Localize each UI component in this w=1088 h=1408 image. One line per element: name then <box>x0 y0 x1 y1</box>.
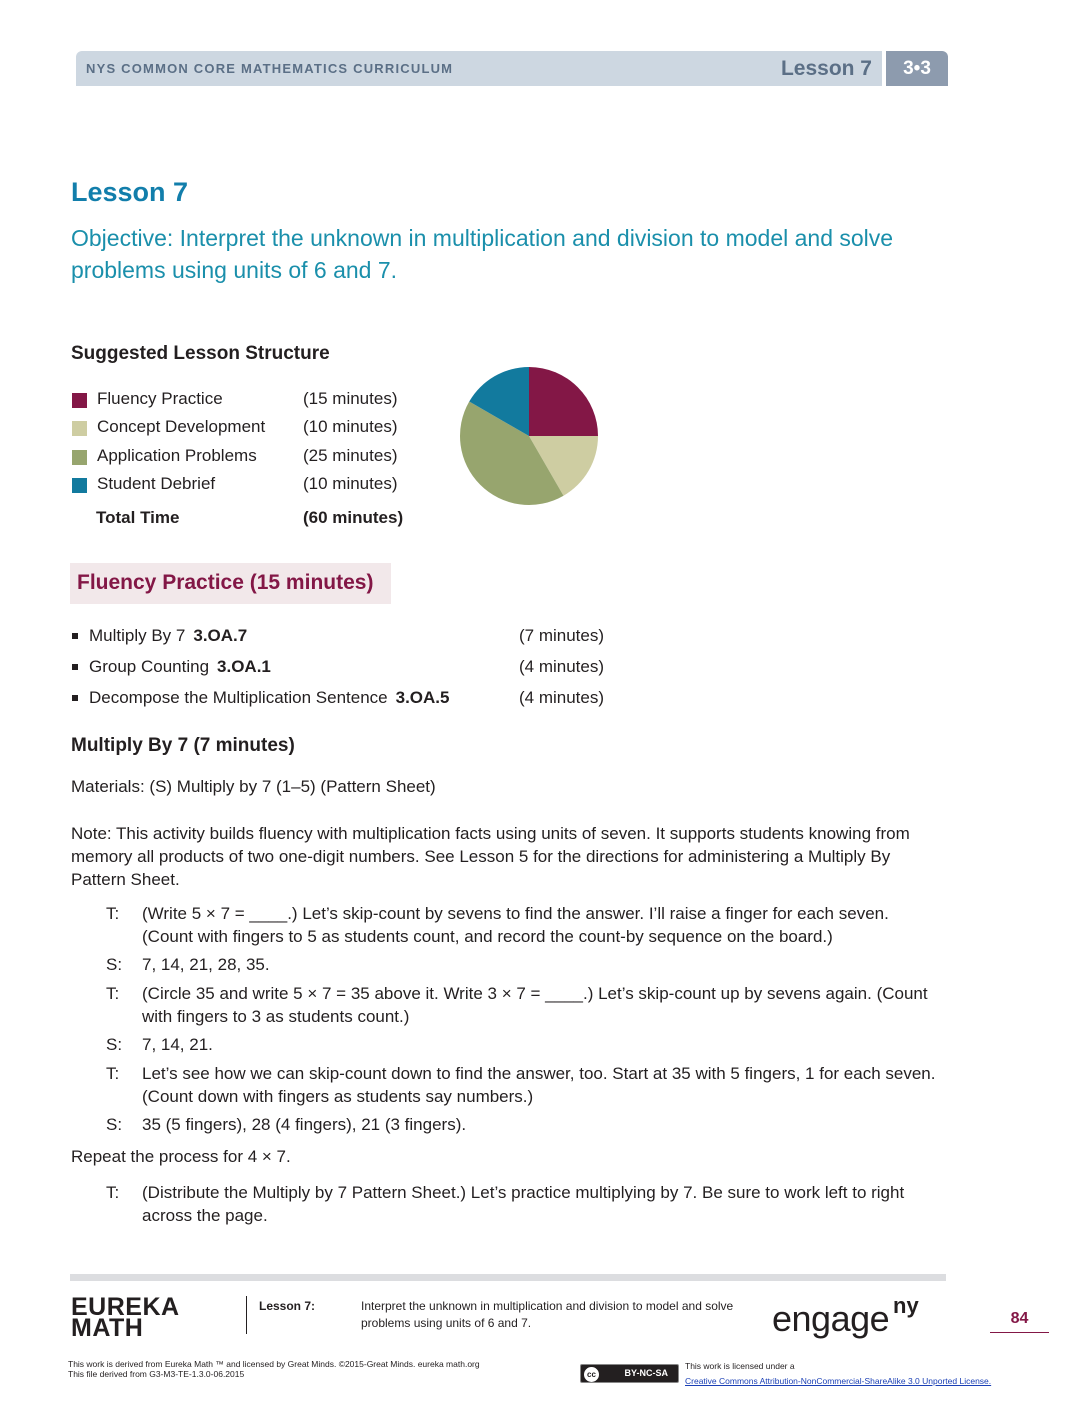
structure-item-label: Fluency Practice <box>97 389 223 408</box>
license-text: This work is licensed under a <box>685 1361 795 1371</box>
logo-line1: EUREKA <box>71 1293 180 1321</box>
page-number-rule <box>990 1332 1049 1333</box>
engageny-logo-sup: ny <box>893 1293 919 1318</box>
structure-item-label: Application Problems <box>97 446 257 465</box>
engageny-logo: engage <box>772 1298 890 1339</box>
speaker: S: <box>106 955 123 974</box>
speaker: S: <box>106 1035 123 1054</box>
total-time-value: (60 minutes) <box>303 508 404 527</box>
materials: Materials: (S) Multiply by 7 (1–5) (Pattern Sheet) <box>71 777 436 796</box>
legend-swatch <box>72 421 87 436</box>
repeat-instruction: Repeat the process for 4 × 7. <box>71 1147 291 1166</box>
eureka-math-logo <box>71 1293 180 1342</box>
structure-item-label: Concept Development <box>97 417 266 436</box>
fluency-item-standard: 3.OA.7 <box>193 626 248 645</box>
module-badge: 3•3 <box>886 51 948 86</box>
pie-slice-fluency-practice <box>529 367 598 436</box>
multiply-heading: Multiply By 7 (7 minutes) <box>71 735 295 756</box>
fluency-item-duration: (4 minutes) <box>519 688 605 707</box>
derived-line1: This work is derived from Eureka Math ™ and licensed by Great Minds. ©2015-Great Minds. eureka math.org <box>68 1359 480 1369</box>
cc-license-badge[interactable] <box>580 1364 679 1383</box>
footer-lesson-desc: Interpret the unknown in multiplication and division to model and solve problems using units of 6 and 7. <box>361 1299 734 1330</box>
fluency-item-name: Decompose the Multiplication Sentence <box>89 688 388 707</box>
bullet-icon <box>72 633 78 639</box>
speaker: T: <box>106 904 120 923</box>
fluency-item-name: Multiply By 7 <box>89 626 186 645</box>
dialogue-text: Let’s see how we can skip-count down to find the answer, too. Start at 35 with 5 fingers, 1 for each seven. (Count down with fingers as students say numbers.) <box>142 1064 936 1106</box>
structure-item-duration: (25 minutes) <box>303 446 398 465</box>
dialogue-text: 7, 14, 21, 28, 35. <box>142 955 270 974</box>
total-time-label: Total Time <box>96 508 180 527</box>
header-lesson: Lesson 7 <box>780 57 872 80</box>
cc-badge-label: BY-NC-SA <box>624 1368 668 1378</box>
structure-item-duration: (15 minutes) <box>303 389 398 408</box>
license-link[interactable]: Creative Commons Attribution-NonCommercial-ShareAlike 3.0 Unported License. <box>685 1376 992 1386</box>
objective: Objective: Interpret the unknown in multiplication and division to model and solve problems using units of 6 and 7. <box>71 225 894 283</box>
fluency-item-standard: 3.OA.5 <box>395 688 450 707</box>
structure-item-duration: (10 minutes) <box>303 474 398 493</box>
derived-notice <box>68 1359 480 1379</box>
legend-swatch <box>72 478 87 493</box>
derived-line2: This file derived from G3-M3-TE-1.3.0-06.2015 <box>68 1369 245 1379</box>
footer-divider <box>246 1296 247 1334</box>
dialogue-text: (Circle 35 and write 5 × 7 = 35 above it. Write 3 × 7 = ____.) Let’s skip-count up by sevens again. (Count with fingers to 3 as students count.) <box>142 984 928 1026</box>
structure-item-label: Student Debrief <box>97 474 216 493</box>
lesson-structure-pie-chart <box>458 365 600 507</box>
logo-line2: MATH <box>71 1314 144 1342</box>
speaker: T: <box>106 984 120 1003</box>
fluency-item-standard: 3.OA.1 <box>217 657 271 676</box>
dialogue-text: 35 (5 fingers), 28 (4 fingers), 21 (3 fingers). <box>142 1115 467 1134</box>
speaker: T: <box>106 1064 120 1083</box>
fluency-item-duration: (7 minutes) <box>519 626 605 645</box>
footer-lesson-label: Lesson 7: <box>259 1299 316 1313</box>
page-title: Lesson 7 <box>71 177 189 207</box>
cc-icon: cc <box>584 1367 599 1382</box>
legend-swatch <box>72 450 87 465</box>
fluency-heading: Fluency Practice (15 minutes) <box>77 571 374 594</box>
bullet-icon <box>72 695 78 701</box>
dialogue-text: (Write 5 × 7 = ____.) Let’s skip-count by sevens to find the answer. I’ll raise a finger for each seven. (Count with fingers to 5 as students count, and record the count-by sequence on the board.) <box>142 904 889 946</box>
speaker: T: <box>106 1183 120 1202</box>
structure-item-duration: (10 minutes) <box>303 417 398 436</box>
fluency-item-name: Group Counting <box>89 657 210 676</box>
curriculum-label: NYS COMMON CORE MATHEMATICS CURRICULUM <box>86 61 454 76</box>
page-number: 84 <box>1010 1310 1029 1327</box>
dialogue-text: (Distribute the Multiply by 7 Pattern Sheet.) Let’s practice multiplying by 7. Be sure to work left to right across the page. <box>142 1183 905 1225</box>
speaker: S: <box>106 1115 123 1134</box>
fluency-item-duration: (4 minutes) <box>519 657 605 676</box>
dialogue-text: 7, 14, 21. <box>142 1035 213 1054</box>
legend-swatch <box>72 393 87 408</box>
bullet-icon <box>72 664 78 670</box>
structure-heading: Suggested Lesson Structure <box>71 343 330 364</box>
footer-rule <box>70 1274 946 1281</box>
note: Note: This activity builds fluency with multiplication facts using units of seven. It supports students knowing from memory all products of two one-digit numbers. See Lesson 5 for the directions for administering a Multiply By Pattern Sheet. <box>71 824 910 889</box>
